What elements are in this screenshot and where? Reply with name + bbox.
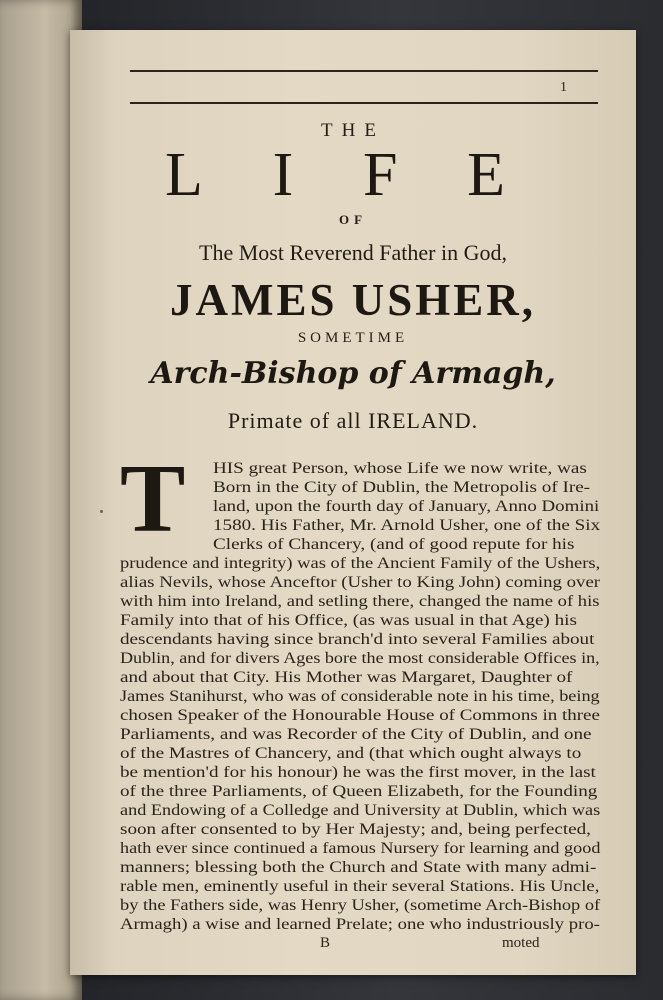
title-father-line: The Most Reverend Father in God,	[199, 240, 507, 265]
text-line: HIS great Person, whose Life we now write, was	[213, 460, 587, 477]
page-number: 1	[560, 80, 567, 95]
title-sometime: SOMETIME	[297, 330, 409, 346]
text-line: prudence and integrity) was of the Ancient Family of the Ushers,	[120, 555, 601, 572]
title-life-letter: I	[272, 141, 294, 209]
text-line: Family into that of his Office, (as was usual in that Age) his	[120, 612, 577, 629]
text-line: descendants having since branch'd into several Families about	[120, 631, 595, 648]
text-line: rable men, eminently useful in their several Stations. His Uncle,	[120, 878, 600, 895]
text-line: chosen Speaker of the Honourable House of Commons in three	[120, 707, 600, 724]
text-line: Born in the City of Dublin, the Metropolis of Ire-	[213, 479, 591, 496]
text-line: hath ever since continued a famous Nursery for learning and good	[120, 840, 601, 857]
text-line: manners; blessing both the Church and State with many admi-	[120, 859, 597, 876]
text-line: and about that City. His Mother was Margaret, Daughter of	[120, 669, 573, 686]
text-line: Parliaments, and was Recorder of the City of Dublin, and one	[120, 726, 592, 743]
text-line: land, upon the fourth day of January, Anno Domini	[213, 498, 600, 515]
title-of: OF	[338, 212, 368, 227]
text-line: Armagh) a wise and learned Prelate; one who industriously pro-	[120, 916, 600, 933]
text-line: of the Mastres of Chancery, and (that which ought always to	[120, 745, 582, 762]
text-line: 1580. His Father, Mr. Arnold Usher, one of the Six	[213, 517, 601, 534]
header-rule-bottom	[130, 102, 598, 104]
title-life-letter: L	[165, 141, 203, 209]
title-primate: Primate of all IRELAND.	[227, 408, 479, 433]
title-archbishop: Arch-Bishop of Armagh,	[150, 356, 556, 391]
title-name: JAMES USHER,	[169, 275, 537, 325]
text-line: soon after consented to by Her Majesty; and, being perfected,	[120, 821, 591, 838]
text-line: and Endowing of a Colledge and University at Dublin, which was	[120, 802, 601, 819]
text-line: Dublin, and for divers Ages bore the most considerable Offices in,	[120, 650, 600, 667]
drop-capital: T	[120, 445, 186, 553]
title-the: THE	[321, 120, 385, 141]
text-line: of the three Parliaments, of Queen Elizabeth, for the Founding	[120, 783, 598, 800]
ink-spot	[100, 510, 103, 513]
signature-mark: B	[320, 935, 331, 951]
text-line: alias Nevils, whose Anceftor (Usher to King John) coming over	[120, 574, 601, 591]
text-line: James Stanihurst, who was of considerable note in his time, being	[120, 688, 600, 705]
text-line: by the Fathers side, was Henry Usher, (sometime Arch-Bishop of	[120, 897, 601, 914]
title-life	[165, 141, 505, 209]
catchword: moted	[502, 935, 540, 951]
text-line: Clerks of Chancery, (and of good repute for his	[213, 536, 575, 553]
text-line: be mention'd for his honour) he was the first mover, in the last	[120, 764, 596, 781]
text-line: with him into Ireland, and setling there, changed the name of his	[120, 593, 600, 610]
book-page	[70, 30, 636, 975]
header-rule-top	[130, 70, 598, 72]
title-life-letter: F	[362, 141, 398, 209]
title-life-letter: E	[467, 141, 505, 209]
